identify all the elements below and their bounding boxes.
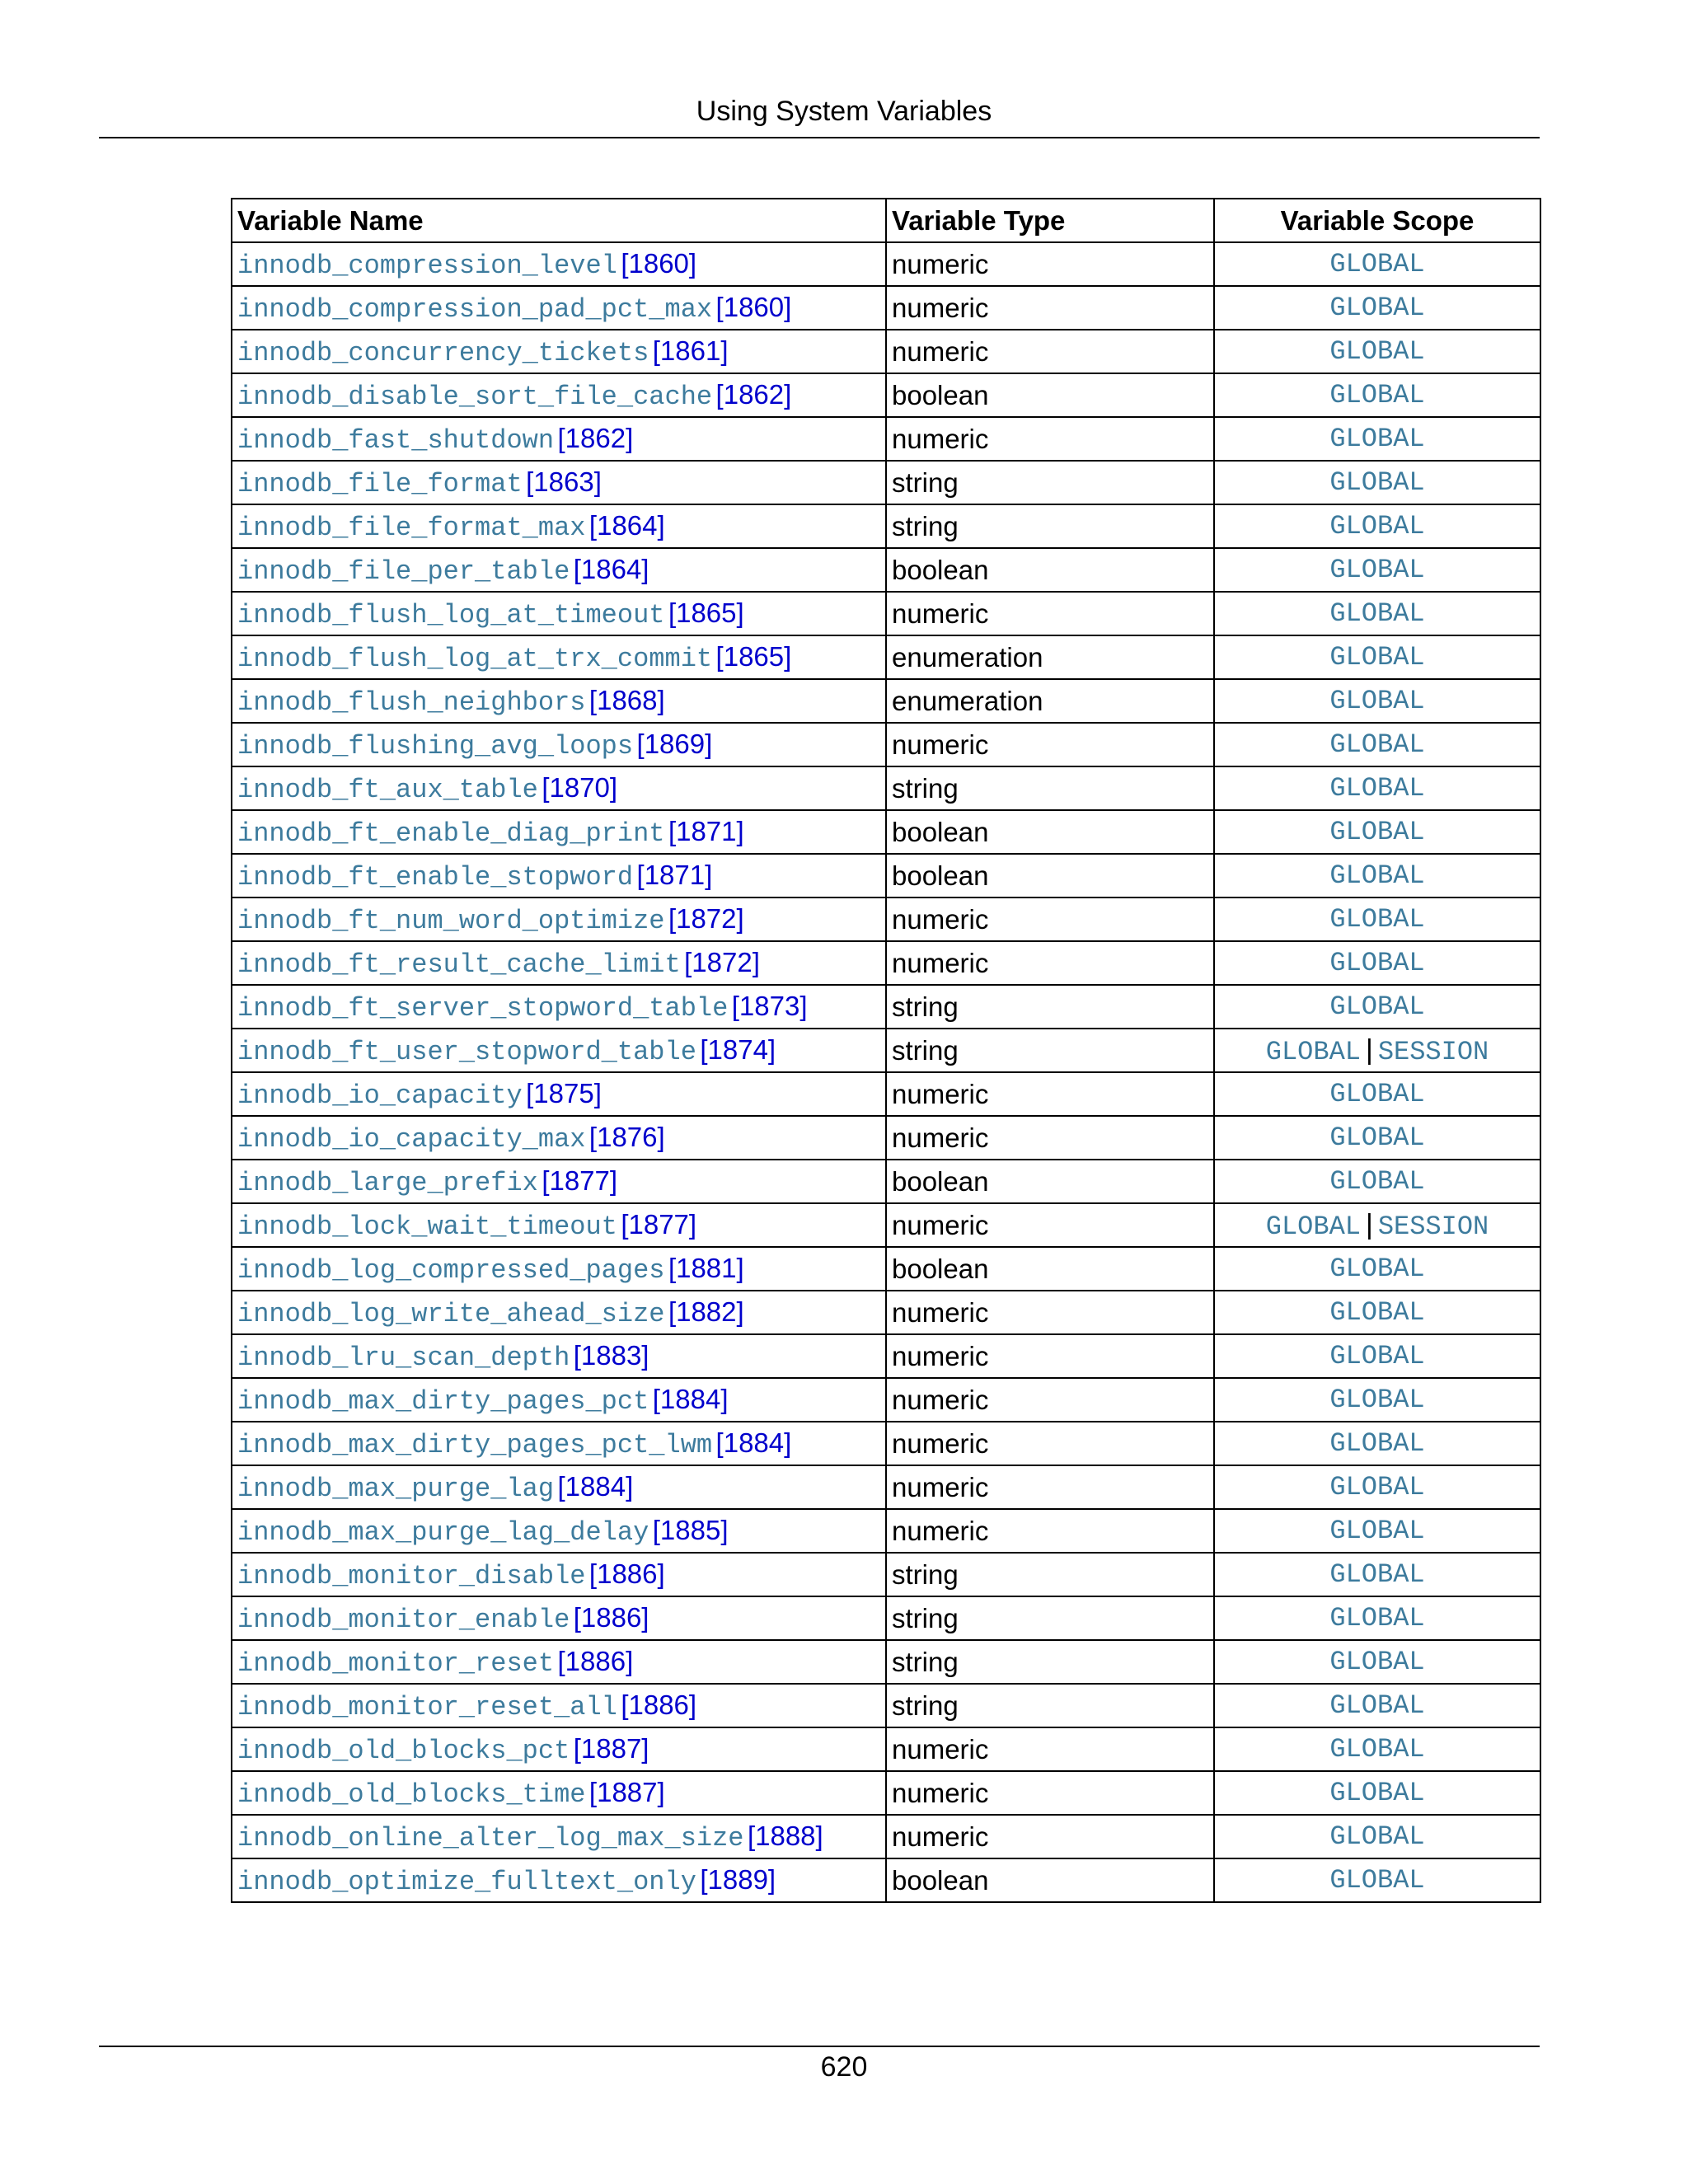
table-row	[232, 985, 1540, 1029]
variable-name-cell	[232, 854, 886, 898]
table-row	[232, 723, 1540, 766]
variable-type-cell: numeric	[886, 1771, 1214, 1815]
table-row	[232, 1029, 1540, 1072]
variable-name-cell	[232, 810, 886, 854]
page-reference-link[interactable]: [1884]	[715, 1427, 792, 1458]
variable-type-cell: boolean	[886, 810, 1214, 854]
variable-name-cell	[232, 1247, 886, 1291]
variable-name-link[interactable]: innodb_ft_enable_stopword	[237, 861, 634, 893]
column-header-variable-type: Variable Type	[886, 199, 1214, 242]
variable-name-link[interactable]: innodb_online_alter_log_max_size	[237, 1822, 744, 1854]
column-header-variable-scope: Variable Scope	[1214, 199, 1540, 242]
variable-type-cell: boolean	[886, 1247, 1214, 1291]
table-row	[232, 766, 1540, 810]
variable-name-link[interactable]: innodb_flushing_avg_loops	[237, 730, 634, 762]
variable-scope-cell	[1214, 504, 1540, 548]
variable-scope-cell	[1214, 723, 1540, 766]
footer-divider	[99, 2046, 1540, 2047]
page-reference-link[interactable]: [1863]	[526, 466, 602, 497]
variable-type-cell: string	[886, 1684, 1214, 1727]
table-row	[232, 1378, 1540, 1422]
variable-name-link[interactable]: innodb_ft_user_stopword_table	[237, 1036, 696, 1067]
page-reference-link[interactable]: [1862]	[557, 422, 634, 453]
page-reference-link[interactable]: [1860]	[621, 247, 697, 279]
table-row	[232, 242, 1540, 286]
scope-value: GLOBAL	[1329, 1341, 1425, 1371]
table-row	[232, 1334, 1540, 1378]
variable-type-cell: numeric	[886, 1203, 1214, 1247]
scope-value: GLOBAL	[1329, 380, 1425, 410]
variable-name-link[interactable]: innodb_fast_shutdown	[237, 424, 555, 456]
variable-name-cell	[232, 1684, 886, 1727]
table-row	[232, 854, 1540, 898]
scope-value: GLOBAL	[1329, 1559, 1425, 1590]
page-reference-link[interactable]: [1886]	[557, 1645, 634, 1676]
variable-name-link[interactable]: innodb_ft_num_word_optimize	[237, 905, 665, 936]
variable-name-link[interactable]: innodb_compression_level	[237, 250, 617, 281]
page-reference-link[interactable]: [1872]	[668, 902, 744, 934]
page-reference-link[interactable]: [1876]	[588, 1121, 665, 1152]
variable-name-link[interactable]: innodb_io_capacity	[237, 1080, 523, 1111]
variable-name-cell	[232, 286, 886, 330]
page-number: 620	[820, 2051, 868, 2083]
variable-type-cell: numeric	[886, 1509, 1214, 1553]
variable-scope-cell	[1214, 1727, 1540, 1771]
variable-scope-cell	[1214, 548, 1540, 592]
variable-type-cell: boolean	[886, 373, 1214, 417]
scope-separator: |	[1365, 1208, 1373, 1240]
page-reference-link[interactable]: [1886]	[621, 1689, 697, 1720]
variable-scope-cell	[1214, 1160, 1540, 1203]
page-reference-link[interactable]: [1872]	[684, 946, 760, 977]
variable-type-cell: string	[886, 1640, 1214, 1684]
variable-name-link[interactable]: innodb_old_blocks_time	[237, 1779, 586, 1810]
variable-type-cell: boolean	[886, 854, 1214, 898]
variable-name-cell	[232, 1553, 886, 1596]
page-reference-link[interactable]: [1885]	[652, 1514, 729, 1545]
variable-scope-cell	[1214, 635, 1540, 679]
scope-value: GLOBAL	[1329, 249, 1425, 279]
variable-type-cell: numeric	[886, 1727, 1214, 1771]
page-reference-link[interactable]: [1864]	[588, 509, 665, 541]
variable-name-cell	[232, 373, 886, 417]
variable-type-cell: numeric	[886, 1072, 1214, 1116]
scope-value: GLOBAL	[1329, 511, 1425, 541]
variable-name-link[interactable]: innodb_monitor_reset_all	[237, 1691, 617, 1722]
variable-type-cell: numeric	[886, 898, 1214, 941]
variable-scope-cell	[1214, 1509, 1540, 1553]
variable-type-cell: numeric	[886, 1422, 1214, 1465]
variable-name-link[interactable]: innodb_compression_pad_pct_max	[237, 293, 713, 325]
page-reference-link[interactable]: [1881]	[668, 1252, 744, 1283]
variable-name-link[interactable]: innodb_log_write_ahead_size	[237, 1298, 665, 1329]
variable-name-cell	[232, 1815, 886, 1858]
table-row	[232, 810, 1540, 854]
variable-name-link[interactable]: innodb_flush_log_at_timeout	[237, 599, 665, 630]
variable-name-cell	[232, 417, 886, 461]
variable-name-cell	[232, 1378, 886, 1422]
page-reference-link[interactable]: [1884]	[652, 1383, 729, 1414]
variable-name-link[interactable]: innodb_lru_scan_depth	[237, 1342, 570, 1373]
page-reference-link[interactable]: [1868]	[588, 684, 665, 715]
page-reference-link[interactable]: [1887]	[573, 1732, 649, 1764]
table-row	[232, 1815, 1540, 1858]
variable-name-link[interactable]: innodb_log_compressed_pages	[237, 1254, 665, 1286]
page-reference-link[interactable]: [1862]	[715, 378, 792, 410]
table-body	[232, 242, 1540, 1902]
variable-name-link[interactable]: innodb_file_format	[237, 468, 523, 499]
table-row	[232, 417, 1540, 461]
variable-scope-cell	[1214, 286, 1540, 330]
variable-scope-cell	[1214, 1553, 1540, 1596]
variable-name-cell	[232, 635, 886, 679]
scope-value: GLOBAL	[1329, 1079, 1425, 1109]
scope-value: GLOBAL	[1329, 598, 1425, 629]
scope-value: GLOBAL	[1329, 1647, 1425, 1677]
variable-name-link[interactable]: innodb_file_format_max	[237, 512, 586, 543]
variable-type-cell: numeric	[886, 1378, 1214, 1422]
scope-value: GLOBAL	[1329, 948, 1425, 978]
variable-name-cell	[232, 679, 886, 723]
variable-name-link[interactable]: innodb_ft_result_cache_limit	[237, 949, 681, 980]
variable-name-cell	[232, 1160, 886, 1203]
scope-value: GLOBAL	[1329, 773, 1425, 804]
page-reference-link[interactable]: [1874]	[700, 1033, 776, 1065]
page-reference-link[interactable]: [1864]	[573, 553, 649, 584]
variable-scope-cell	[1214, 1858, 1540, 1902]
variable-type-cell: numeric	[886, 1116, 1214, 1160]
table-row	[232, 679, 1540, 723]
variable-name-cell	[232, 723, 886, 766]
table-row	[232, 1291, 1540, 1334]
scope-value: GLOBAL	[1329, 1603, 1425, 1633]
table-row	[232, 1727, 1540, 1771]
variable-type-cell: string	[886, 1029, 1214, 1072]
variable-type-cell: numeric	[886, 941, 1214, 985]
table-row	[232, 635, 1540, 679]
page-reference-link[interactable]: [1873]	[731, 990, 808, 1021]
variable-scope-cell	[1214, 1684, 1540, 1727]
page-reference-link[interactable]: [1869]	[636, 728, 713, 759]
scope-value: GLOBAL	[1329, 1385, 1425, 1415]
table-row	[232, 1203, 1540, 1247]
table-row	[232, 1509, 1540, 1553]
variable-scope-cell	[1214, 1815, 1540, 1858]
scope-value: GLOBAL	[1329, 860, 1425, 891]
variable-name-cell	[232, 1291, 886, 1334]
variable-name-cell	[232, 592, 886, 635]
variable-type-cell: boolean	[886, 1160, 1214, 1203]
table-row	[232, 941, 1540, 985]
table-row	[232, 548, 1540, 592]
variable-name-link[interactable]: innodb_max_dirty_pages_pct	[237, 1385, 649, 1417]
variable-type-cell: string	[886, 1553, 1214, 1596]
variable-name-cell	[232, 1334, 886, 1378]
system-variables-table	[231, 198, 1541, 1903]
page-reference-link[interactable]: [1861]	[652, 335, 729, 366]
scope-value: GLOBAL	[1265, 1036, 1361, 1067]
variable-type-cell: numeric	[886, 1465, 1214, 1509]
page-reference-link[interactable]: [1882]	[668, 1296, 744, 1327]
scope-value: GLOBAL	[1329, 1254, 1425, 1284]
page-reference-link[interactable]: [1875]	[526, 1077, 602, 1108]
table-row	[232, 1465, 1540, 1509]
page-reference-link[interactable]: [1870]	[542, 771, 618, 803]
page-reference-link[interactable]: [1871]	[668, 815, 744, 846]
variable-name-cell	[232, 1596, 886, 1640]
variable-scope-cell	[1214, 941, 1540, 985]
scope-value: GLOBAL	[1265, 1211, 1361, 1242]
variable-name-cell	[232, 985, 886, 1029]
variable-type-cell: numeric	[886, 286, 1214, 330]
variable-type-cell: numeric	[886, 723, 1214, 766]
page-reference-link[interactable]: [1860]	[715, 291, 792, 322]
table-row	[232, 286, 1540, 330]
page-reference-link[interactable]: [1865]	[715, 640, 792, 672]
variable-type-cell: numeric	[886, 330, 1214, 373]
scope-value: GLOBAL	[1329, 642, 1425, 673]
variable-name-cell	[232, 1116, 886, 1160]
variable-name-cell	[232, 504, 886, 548]
variable-name-link[interactable]: innodb_disable_sort_file_cache	[237, 381, 713, 412]
variable-scope-cell	[1214, 1422, 1540, 1465]
scope-value: GLOBAL	[1329, 1865, 1425, 1896]
scope-value: SESSION	[1377, 1211, 1489, 1242]
scope-value: GLOBAL	[1329, 991, 1425, 1022]
variable-scope-cell	[1214, 1640, 1540, 1684]
variable-scope-cell	[1214, 461, 1540, 504]
variable-name-cell	[232, 1072, 886, 1116]
variable-name-cell	[232, 1465, 886, 1509]
scope-value: GLOBAL	[1329, 1734, 1425, 1765]
variable-name-cell	[232, 898, 886, 941]
variable-type-cell: boolean	[886, 548, 1214, 592]
variable-scope-cell	[1214, 1203, 1540, 1247]
scope-value: GLOBAL	[1329, 686, 1425, 716]
variable-type-cell: numeric	[886, 1334, 1214, 1378]
page-reference-link[interactable]: [1884]	[557, 1470, 634, 1502]
table-row	[232, 373, 1540, 417]
variable-scope-cell	[1214, 242, 1540, 286]
variable-name-cell	[232, 1727, 886, 1771]
scope-value: GLOBAL	[1329, 817, 1425, 847]
variable-name-link[interactable]: innodb_flush_log_at_trx_commit	[237, 643, 713, 674]
variable-name-link[interactable]: innodb_max_purge_lag_delay	[237, 1516, 649, 1548]
variable-name-link[interactable]: innodb_monitor_enable	[237, 1604, 570, 1635]
page-reference-link[interactable]: [1871]	[636, 859, 713, 890]
scope-value: GLOBAL	[1329, 1821, 1425, 1852]
variable-type-cell: numeric	[886, 242, 1214, 286]
variable-name-link[interactable]: innodb_large_prefix	[237, 1167, 538, 1198]
table-row	[232, 1640, 1540, 1684]
scope-value: SESSION	[1377, 1036, 1489, 1067]
variable-name-cell	[232, 1771, 886, 1815]
page-reference-link[interactable]: [1877]	[621, 1208, 697, 1240]
variable-name-link[interactable]: innodb_ft_enable_diag_print	[237, 818, 665, 849]
header-divider	[99, 137, 1540, 138]
variable-scope-cell	[1214, 1029, 1540, 1072]
table-header-row	[232, 199, 1540, 242]
scope-value: GLOBAL	[1329, 1778, 1425, 1808]
page-reference-link[interactable]: [1865]	[668, 597, 744, 628]
variable-scope-cell	[1214, 766, 1540, 810]
table-row	[232, 592, 1540, 635]
scope-value: GLOBAL	[1329, 1297, 1425, 1328]
scope-separator: |	[1365, 1033, 1373, 1066]
scope-value: GLOBAL	[1329, 1428, 1425, 1459]
scope-value: GLOBAL	[1329, 555, 1425, 585]
variable-scope-cell	[1214, 1116, 1540, 1160]
variable-name-link[interactable]: innodb_lock_wait_timeout	[237, 1211, 617, 1242]
variable-scope-cell	[1214, 679, 1540, 723]
variable-name-cell	[232, 1422, 886, 1465]
variable-name-cell	[232, 1858, 886, 1902]
variable-type-cell: enumeration	[886, 679, 1214, 723]
variable-name-link[interactable]: innodb_ft_server_stopword_table	[237, 992, 729, 1024]
table-row	[232, 1160, 1540, 1203]
variable-scope-cell	[1214, 330, 1540, 373]
variable-name-link[interactable]: innodb_old_blocks_pct	[237, 1735, 570, 1766]
table-row	[232, 1684, 1540, 1727]
variable-type-cell: numeric	[886, 1815, 1214, 1858]
column-header-variable-name: Variable Name	[232, 199, 886, 242]
variable-type-cell: numeric	[886, 1291, 1214, 1334]
variable-name-cell	[232, 1509, 886, 1553]
variable-type-cell: boolean	[886, 1858, 1214, 1902]
variable-type-cell: numeric	[886, 592, 1214, 635]
scope-value: GLOBAL	[1329, 904, 1425, 935]
table-row	[232, 1072, 1540, 1116]
variable-name-link[interactable]: innodb_max_purge_lag	[237, 1473, 555, 1504]
variable-scope-cell	[1214, 1334, 1540, 1378]
variable-type-cell: string	[886, 1596, 1214, 1640]
scope-value: GLOBAL	[1329, 293, 1425, 323]
variable-scope-cell	[1214, 1596, 1540, 1640]
scope-value: GLOBAL	[1329, 1690, 1425, 1721]
scope-value: GLOBAL	[1329, 1122, 1425, 1153]
variable-name-link[interactable]: innodb_flush_neighbors	[237, 687, 586, 718]
table-row	[232, 1771, 1540, 1815]
variable-name-link[interactable]: innodb_max_dirty_pages_pct_lwm	[237, 1429, 713, 1460]
table-row	[232, 1553, 1540, 1596]
variable-name-link[interactable]: innodb_monitor_disable	[237, 1560, 586, 1591]
table-row	[232, 330, 1540, 373]
variable-scope-cell	[1214, 373, 1540, 417]
page-reference-link[interactable]: [1889]	[700, 1863, 776, 1895]
scope-value: GLOBAL	[1329, 729, 1425, 760]
variable-type-cell: string	[886, 461, 1214, 504]
variable-name-cell	[232, 242, 886, 286]
variable-name-cell	[232, 330, 886, 373]
table-row	[232, 1116, 1540, 1160]
scope-value: GLOBAL	[1329, 1166, 1425, 1197]
table-row	[232, 898, 1540, 941]
variable-scope-cell	[1214, 1247, 1540, 1291]
page-reference-link[interactable]: [1886]	[573, 1601, 649, 1633]
variable-name-link[interactable]: innodb_optimize_fulltext_only	[237, 1866, 696, 1897]
page-reference-link[interactable]: [1877]	[542, 1165, 618, 1196]
variable-name-link[interactable]: innodb_file_per_table	[237, 555, 570, 587]
page-reference-link[interactable]: [1888]	[747, 1820, 823, 1851]
variable-scope-cell	[1214, 854, 1540, 898]
scope-value: GLOBAL	[1329, 1472, 1425, 1502]
variable-name-cell	[232, 1640, 886, 1684]
variable-name-cell	[232, 941, 886, 985]
table-row	[232, 1596, 1540, 1640]
scope-value: GLOBAL	[1329, 1516, 1425, 1546]
variable-name-cell	[232, 1203, 886, 1247]
variable-type-cell: string	[886, 766, 1214, 810]
variable-scope-cell	[1214, 417, 1540, 461]
variable-scope-cell	[1214, 1378, 1540, 1422]
variable-name-cell	[232, 1029, 886, 1072]
page-header-title: Using System Variables	[696, 96, 992, 127]
page-reference-link[interactable]: [1886]	[588, 1558, 665, 1589]
variable-type-cell: enumeration	[886, 635, 1214, 679]
variable-scope-cell	[1214, 1771, 1540, 1815]
variable-scope-cell	[1214, 898, 1540, 941]
table-row	[232, 504, 1540, 548]
variable-scope-cell	[1214, 1072, 1540, 1116]
scope-value: GLOBAL	[1329, 336, 1425, 367]
page-reference-link[interactable]: [1887]	[588, 1776, 665, 1807]
table-row	[232, 461, 1540, 504]
variable-name-link[interactable]: innodb_ft_aux_table	[237, 774, 538, 805]
variable-type-cell: numeric	[886, 417, 1214, 461]
table-row	[232, 1247, 1540, 1291]
scope-value: GLOBAL	[1329, 424, 1425, 454]
variable-name-link[interactable]: innodb_io_capacity_max	[237, 1123, 586, 1155]
variable-type-cell: string	[886, 504, 1214, 548]
variable-name-cell	[232, 461, 886, 504]
table-row	[232, 1422, 1540, 1465]
variable-name-link[interactable]: innodb_monitor_reset	[237, 1647, 555, 1679]
variable-scope-cell	[1214, 985, 1540, 1029]
variable-type-cell: string	[886, 985, 1214, 1029]
variable-scope-cell	[1214, 1291, 1540, 1334]
table-row	[232, 1858, 1540, 1902]
variable-name-link[interactable]: innodb_concurrency_tickets	[237, 337, 649, 368]
variable-scope-cell	[1214, 592, 1540, 635]
variable-name-cell	[232, 548, 886, 592]
variable-scope-cell	[1214, 810, 1540, 854]
scope-value: GLOBAL	[1329, 467, 1425, 498]
variable-name-cell	[232, 766, 886, 810]
variable-scope-cell	[1214, 1465, 1540, 1509]
page-reference-link[interactable]: [1883]	[573, 1339, 649, 1371]
